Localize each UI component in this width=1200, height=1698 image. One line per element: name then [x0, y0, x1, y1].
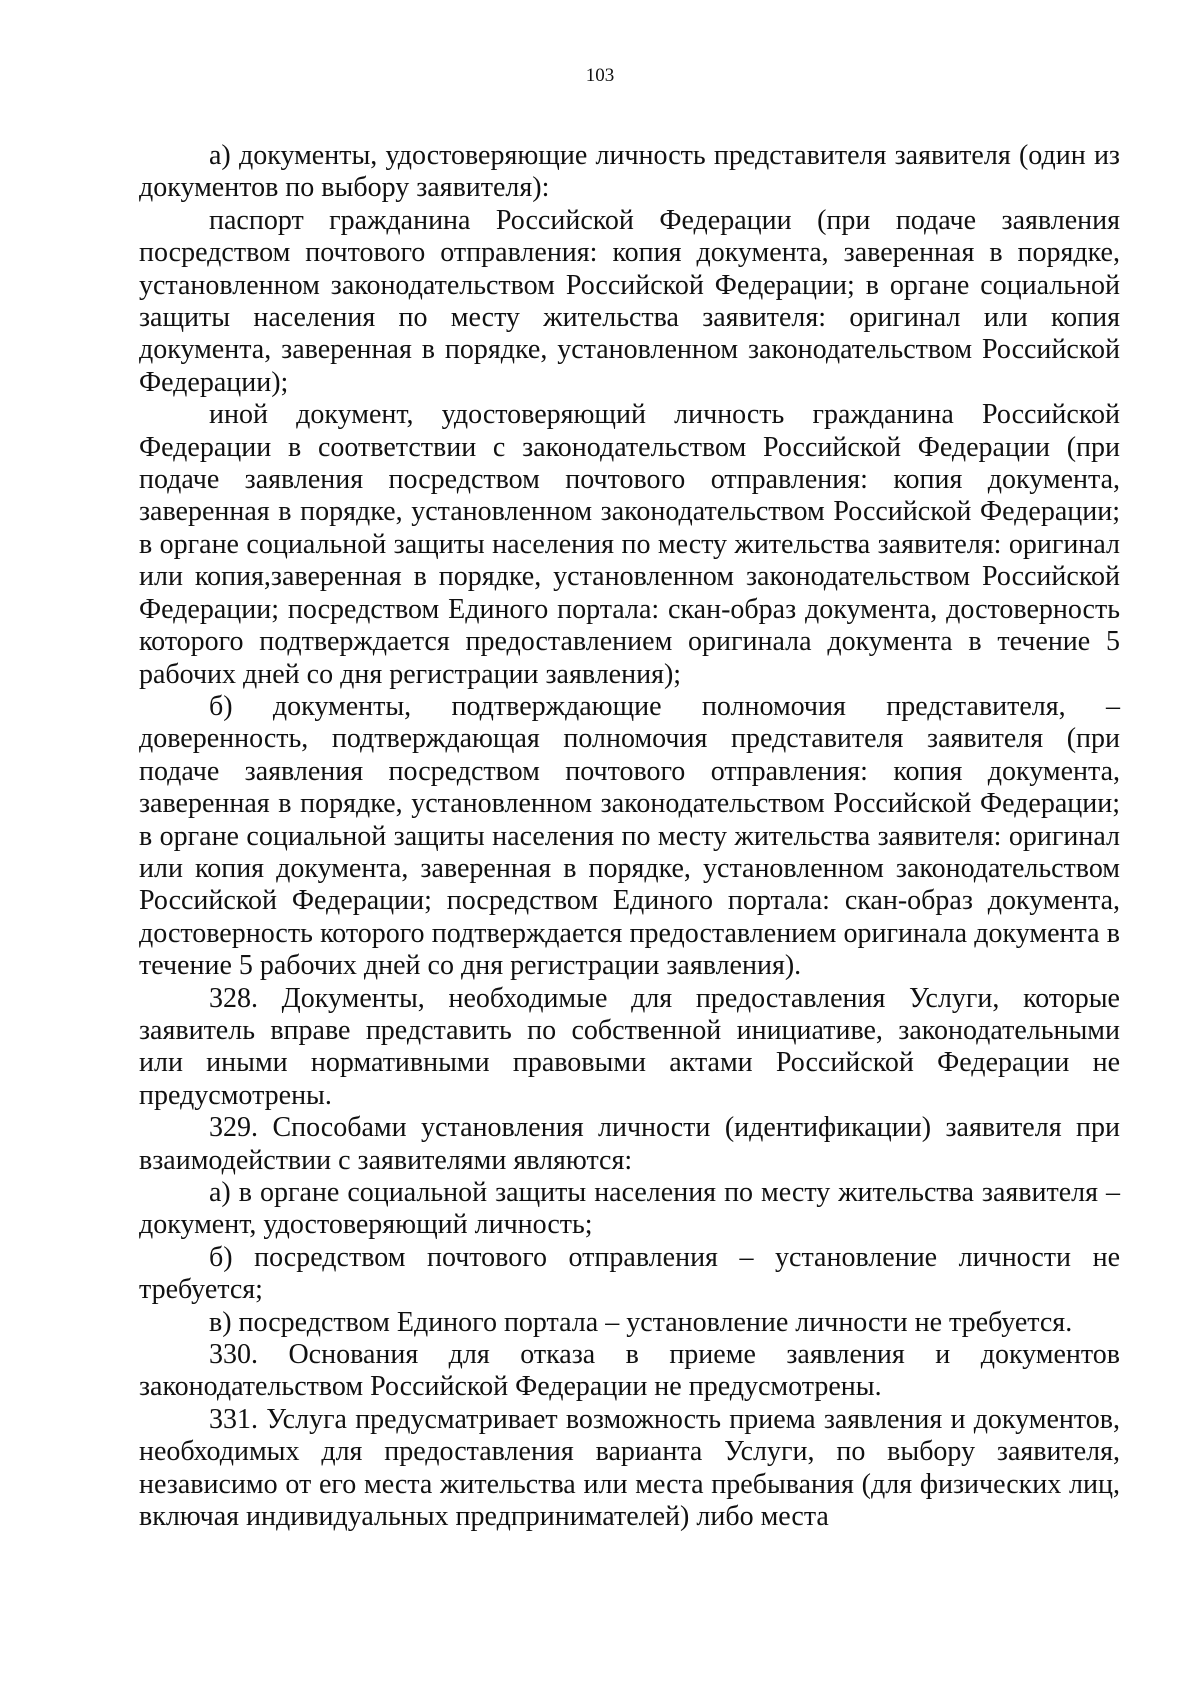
paragraph-328: 328. Документы, необходимые для предоставления Услуги, которые заявитель вправе представить по собственной инициативе, законодательными или иными нормативными правовыми актами Российской Федерации не предусмотрены. — [139, 982, 1120, 1111]
paragraph-329: 329. Способами установления личности (идентификации) заявителя при взаимодействии с заявителями являются: — [139, 1112, 1120, 1176]
paragraph-other-document: иной документ, удостоверяющий личность гражданина Российской Федерации в соответствии с законодательством Российской Федерации (при подаче заявления посредством почтового отправления: копия документа, заверенная в порядке, установленном законодательством Российской Федерации; в органе социальной защиты населения по месту жительства заявителя: оригинал или копия,заверенная в порядке, установленном законодательством Российской Федерации; посредством Единого портала: скан-образ документа, достоверность которого подтверждается предоставлением оригинала документа в течение 5 рабочих дней со дня регистрации заявления); — [139, 399, 1120, 690]
paragraph-329-a: а) в органе социальной защиты населения по месту жительства заявителя – документ, удостоверяющий личность; — [139, 1177, 1120, 1241]
document-body — [139, 140, 1120, 1533]
paragraph-passport: паспорт гражданина Российской Федерации (при подаче заявления посредством почтового отправления: копия документа, заверенная в порядке, установленном законодательством Российской Федерации; в органе социальной защиты населения по месту жительства заявителя: оригинал или копия документа, заверенная в порядке, установленном законодательством Российской Федерации); — [139, 204, 1120, 398]
page-number: 103 — [585, 65, 615, 86]
paragraph-authority-documents: б) документы, подтверждающие полномочия представителя, – доверенность, подтверждающая полномочия представителя заявителя (при подаче заявления посредством почтового отправления: копия документа, заверенная в порядке, установленном законодательством Российской Федерации; в органе социальной защиты населения по месту жительства заявителя: оригинал или копия документа, заверенная в порядке, установленном законодательством Российской Федерации; посредством Единого портала: скан-образ документа, достоверность которого подтверждается предоставлением оригинала документа в течение 5 рабочих дней со дня регистрации заявления). — [139, 690, 1120, 982]
paragraph-329-v: в) посредством Единого портала – установление личности не требуется. — [209, 1306, 1073, 1338]
paragraph-330: 330. Основания для отказа в приеме заявления и документов законодательством Российской Федерации не предусмотрены. — [139, 1339, 1120, 1403]
paragraph-329-b: б) посредством почтового отправления – установление личности не требуется; — [139, 1241, 1120, 1306]
paragraph-identity-documents: а) документы, удостоверяющие личность представителя заявителя (один из документов по выбору заявителя): — [139, 140, 1120, 204]
paragraph-331: 331. Услуга предусматривает возможность приема заявления и документов, необходимых для предоставления варианта Услуги, по выбору заявителя, независимо от его места жительства или места пребывания (для физических лиц, включая индивидуальных предпринимателей) либо места — [139, 1403, 1120, 1533]
